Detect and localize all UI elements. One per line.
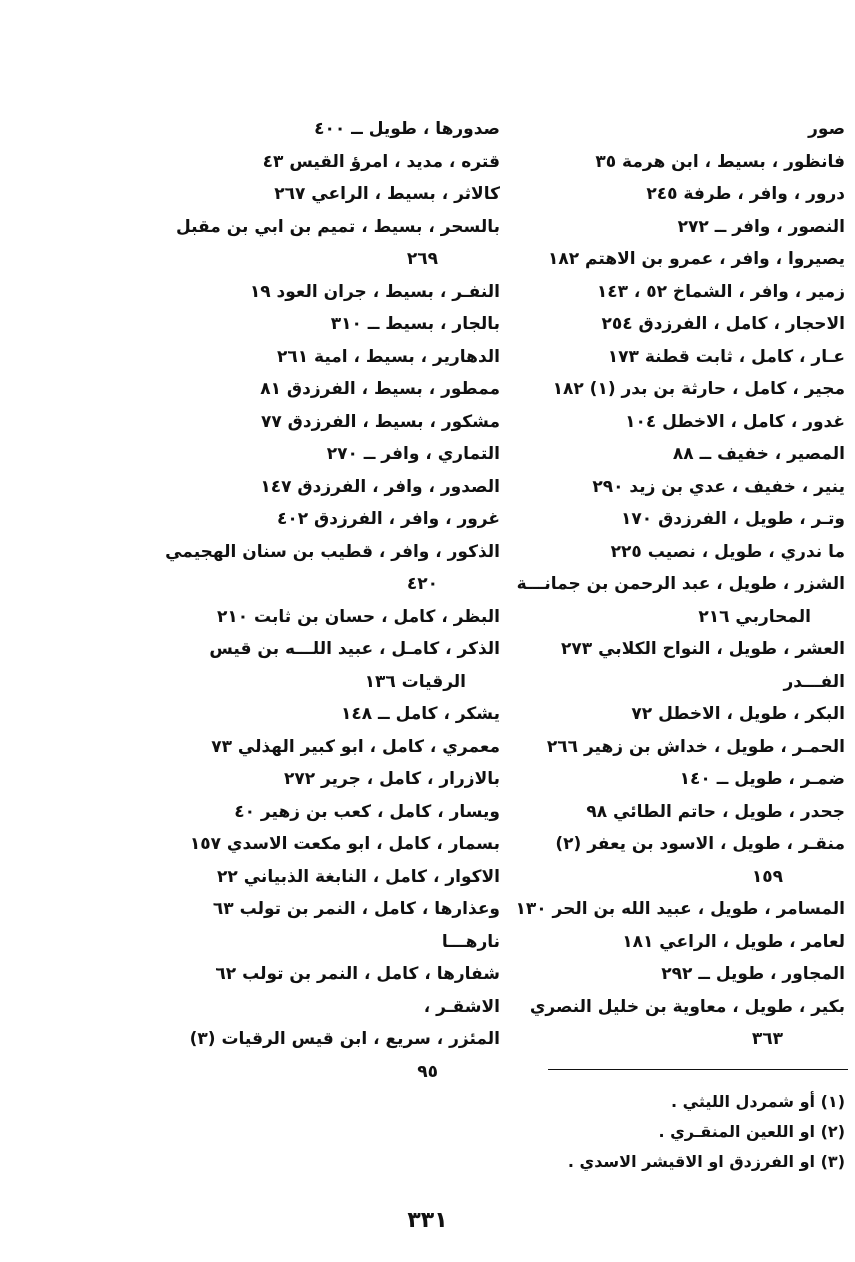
index-entry: ينير ، خفيف ، عدي بن زيد ٢٩٠ <box>592 476 845 497</box>
index-entry: فانظور ، بسيط ، ابن هرمة ٣٥ <box>595 151 845 172</box>
index-entry: بالسحر ، بسيط ، تميم بن ابي بن مقبل <box>175 216 500 237</box>
index-entry: بكير ، طويل ، معاوية بن خليل النصري <box>529 996 845 1017</box>
index-entry: جحدر ، طويل ، حاتم الطائي ٩٨ <box>586 801 845 822</box>
index-entry: ضمـر ، طويل ــ ١٤٠ <box>679 769 845 789</box>
index-entry: ٤٢٠ <box>406 574 438 594</box>
index-entry: نارهـــا <box>441 931 500 952</box>
index-entry: ممطور ، بسيط ، الفرزدق ٨١ <box>260 379 500 399</box>
index-entry: وعذارها ، كامل ، النمر بن تولب ٦٣ <box>212 899 500 919</box>
index-entry: ٢٦٩ <box>406 249 438 269</box>
index-entry: الحمـر ، طويل ، خداش بن زهير ٢٦٦ <box>546 736 845 757</box>
index-entry: المئزر ، سريع ، ابن قيس الرقيات (٣) <box>189 1029 500 1049</box>
index-entry: بالجار ، بسيط ــ ٣١٠ <box>330 314 500 334</box>
index-entry: ما ندري ، طويل ، نصيب ٢٢٥ <box>610 541 845 562</box>
index-entry: بالازرار ، كامل ، جرير ٢٧٢ <box>283 769 500 789</box>
index-entry: شفارها ، كامل ، النمر بن تولب ٦٢ <box>215 964 500 984</box>
index-entry: العشر ، طويل ، النواح الكلابي ٢٧٣ <box>561 639 845 659</box>
index-entry: الرقيات ١٣٦ <box>364 671 466 692</box>
index-entry: غرور ، وافر ، الفرزدق ٤٠٢ <box>276 509 500 529</box>
index-entry: التماري ، وافر ــ ٢٧٠ <box>326 444 500 464</box>
index-entry: قتره ، مديد ، امرؤ القيس ٤٣ <box>262 151 500 172</box>
index-entry: النفـر ، بسيط ، جران العود ١٩ <box>249 281 500 302</box>
index-entry: زمير ، وافر ، الشماخ ٥٢ ، ١٤٣ <box>596 281 845 302</box>
index-entry: مشكور ، بسيط ، الفرزدق ٧٧ <box>261 411 500 432</box>
index-entry: الصدور ، وافر ، الفرزدق ١٤٧ <box>260 476 500 497</box>
index-entry: الفـــدر <box>783 671 845 692</box>
index-column-left <box>155 113 500 1088</box>
index-entry: المسامر ، طويل ، عبيد الله بن الحر ١٣٠ <box>515 899 845 919</box>
index-entry: المجاور ، طويل ــ ٢٩٢ <box>661 964 845 984</box>
index-entry: الشزر ، طويل ، عبد الرحمن بن جمانـــة <box>516 574 845 594</box>
index-entry: كالاثر ، بسيط ، الراعي ٢٦٧ <box>274 184 500 204</box>
footnotes <box>445 1087 845 1177</box>
index-column-right <box>510 113 845 1056</box>
index-entry: يصيروا ، وافر ، عمرو بن الاهتم ١٨٢ <box>547 249 845 269</box>
index-entry: ٩٥ <box>417 1061 438 1082</box>
index-entry: النصور ، وافر ــ ٢٧٢ <box>677 216 845 237</box>
index-entry: الذكور ، وافر ، قطيب بن سنان الهجيمي <box>165 541 500 562</box>
index-entry: الدهارير ، بسيط ، امية ٢٦١ <box>276 346 500 367</box>
index-entry: درور ، وافر ، طرفة ٢٤٥ <box>646 184 845 204</box>
index-entry: المصير ، خفيف ــ ٨٨ <box>672 444 845 464</box>
index-entry: البكر ، طويل ، الاخطل ٧٢ <box>631 704 845 724</box>
index-entry: مجير ، كامل ، حارثة بن بدر (١) ١٨٢ <box>552 379 845 399</box>
footnote-divider <box>548 1069 848 1070</box>
index-entry: المحاربي ٢١٦ <box>698 606 811 627</box>
index-entry: لعامر ، طويل ، الراعي ١٨١ <box>622 931 845 952</box>
footnote-1: (١) أو شمردل الليثي . <box>671 1092 845 1111</box>
page-number: ٣٣١ <box>407 1208 448 1233</box>
index-entry: البظر ، كامل ، حسان بن ثابت ٢١٠ <box>216 606 500 627</box>
index-entry: ٣٦٣ <box>751 1029 783 1049</box>
index-entry: غدور ، كامل ، الاخطل ١٠٤ <box>625 411 845 432</box>
index-entry: وتـر ، طويل ، الفرزدق ١٧٠ <box>621 509 845 529</box>
footnote-2: (٢) او اللعين المنقـري . <box>658 1122 845 1141</box>
index-entry: بسمار ، كامل ، ابو مكعت الاسدي ١٥٧ <box>189 834 500 854</box>
index-entry: عـار ، كامل ، ثابت قطنة ١٧٣ <box>607 346 845 367</box>
index-entry: الذكر ، كامـل ، عبيد اللـــه بن قيس <box>209 639 500 659</box>
footnote-3: (٣) او الفرزدق او الاقيشر الاسدي . <box>567 1152 845 1171</box>
index-entry: الاشقـر ، <box>423 996 500 1017</box>
index-entry: الاكوار ، كامل ، النابغة الذبياني ٢٢ <box>217 866 500 887</box>
index-entry: الاحجار ، كامل ، الفرزدق ٢٥٤ <box>601 314 845 334</box>
index-entry: ويسار ، كامل ، كعب بن زهير ٤٠ <box>234 801 500 822</box>
index-entry: ١٥٩ <box>751 866 783 887</box>
index-entry: معمري ، كامل ، ابو كبير الهذلي ٧٣ <box>211 736 500 757</box>
index-entry: يشكر ، كامل ــ ١٤٨ <box>340 704 500 724</box>
section-heading: صور <box>808 119 845 139</box>
index-entry: صدورها ، طويل ــ ٤٠٠ <box>314 119 500 139</box>
index-entry: منقـر ، طويل ، الاسود بن يعفر (٢) <box>555 834 845 854</box>
